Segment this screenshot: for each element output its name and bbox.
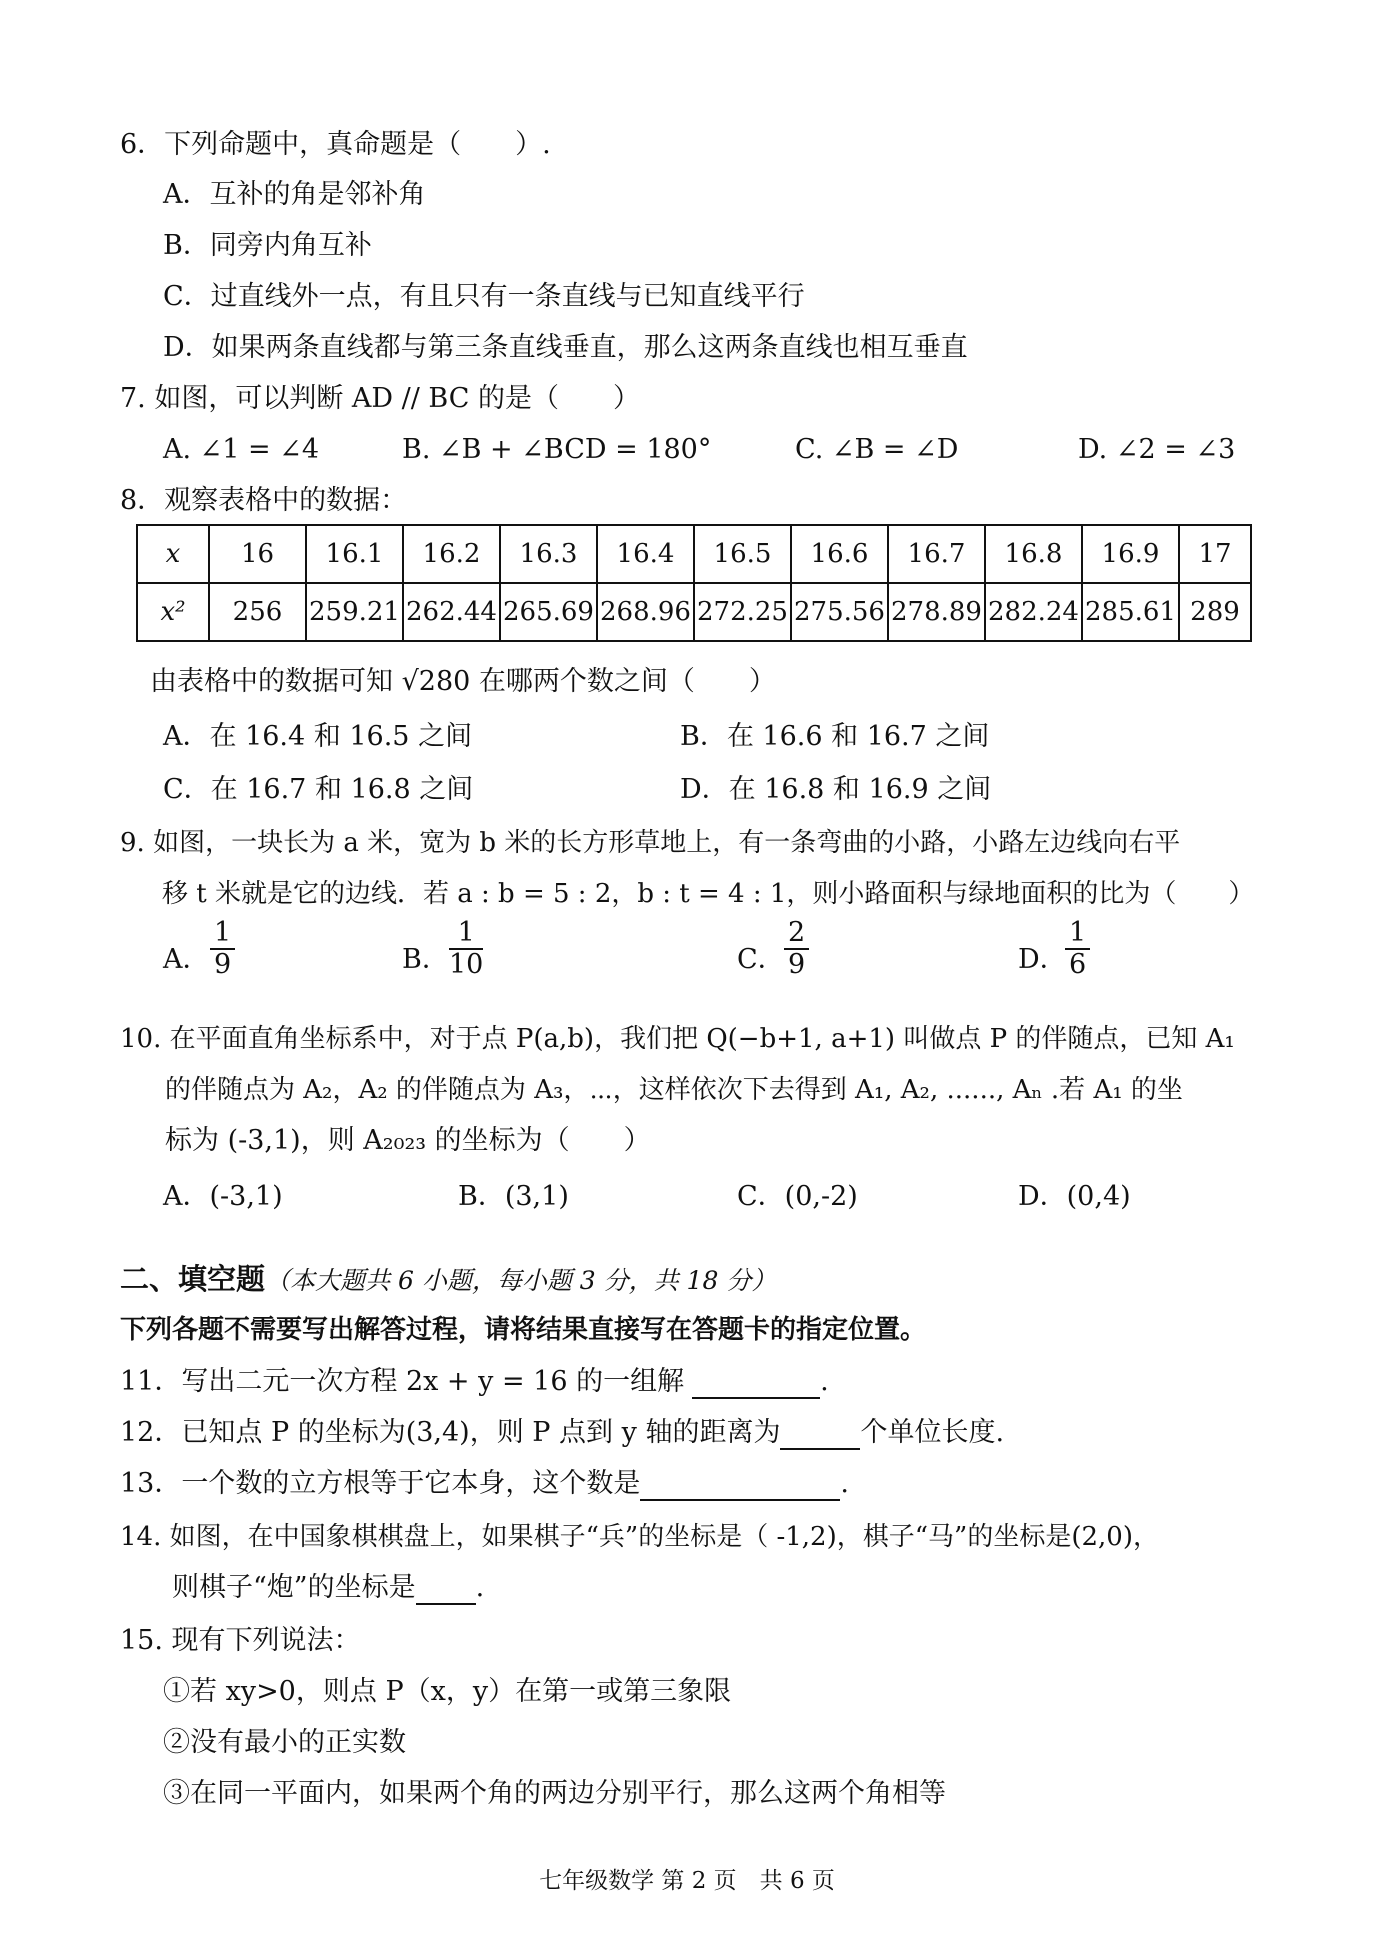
fraction-denominator: 9 — [214, 949, 232, 980]
table-cell: 16.3 — [500, 525, 597, 583]
q6-option-c: C．过直线外一点，有且只有一条直线与已知直线平行 — [163, 281, 805, 312]
q8-question: 由表格中的数据可知 √280 在哪两个数之间（ ） — [150, 666, 776, 697]
q9-option-c-label: C． — [737, 944, 785, 975]
table-cell: 16.4 — [597, 525, 694, 583]
q10-line-3: 标为 (-3,1)，则 A₂₀₂₃ 的坐标为（ ） — [165, 1125, 651, 1156]
section-2-heading — [120, 1262, 776, 1298]
q9-option-a-fraction — [210, 918, 235, 980]
q14-line-1: 14. 如图，在中国象棋棋盘上，如果棋子“兵”的坐标是（ -1,2)，棋子“马”的坐标是(2,0)， — [120, 1522, 1159, 1552]
table-cell: 16.9 — [1082, 525, 1179, 583]
q12-end: 个单位长度. — [860, 1417, 1005, 1448]
fraction-numerator: 1 — [449, 918, 483, 950]
q9-option-d-fraction — [1065, 918, 1090, 980]
q6-option-d: D．如果两条直线都与第三条直线垂直，那么这两条直线也相互垂直 — [163, 332, 968, 363]
fraction-denominator: 6 — [1069, 949, 1087, 980]
q8-option-a: A．在 16.4 和 16.5 之间 — [163, 721, 473, 752]
table-cell: 16.1 — [306, 525, 403, 583]
q15-statement-3: ③在同一平面内，如果两个角的两边分别平行，那么这两个角相等 — [163, 1778, 946, 1809]
section-2-instruction: 下列各题不需要写出解答过程，请将结果直接写在答题卡的指定位置。 — [120, 1315, 927, 1345]
fraction-denominator: 10 — [449, 949, 484, 980]
q10-line-2: 的伴随点为 A₂，A₂ 的伴随点为 A₃，⋯，这样依次下去得到 A₁, A₂, ......, Aₙ .若 A₁ 的坐 — [165, 1075, 1183, 1105]
table-cell: 17 — [1179, 525, 1251, 583]
table-cell: 278.89 — [888, 583, 985, 641]
q12 — [120, 1416, 1004, 1450]
q11 — [120, 1365, 829, 1399]
table-cell: 285.61 — [1082, 583, 1179, 641]
table-cell: 16.6 — [791, 525, 888, 583]
table-cell: x — [137, 525, 209, 583]
q7-option-a: A. ∠1 = ∠4 — [163, 434, 320, 465]
q11-text: 11．写出二元一次方程 2x + y = 16 的一组解 — [120, 1366, 685, 1397]
q10-option-d: D．(0,4) — [1018, 1181, 1131, 1212]
q10-line-1: 10. 在平面直角坐标系中，对于点 P(a,b)，我们把 Q(−b+1, a+1) 叫做点 P 的伴随点，已知 A₁ — [120, 1024, 1235, 1054]
q15-statement-1: ①若 xy>0，则点 P（x，y）在第一或第三象限 — [163, 1676, 732, 1707]
q9-option-c-fraction — [784, 918, 809, 980]
q12-text: 12．已知点 P 的坐标为(3,4)，则 P 点到 y 轴的距离为 — [120, 1417, 781, 1448]
q10-option-c: C．(0,-2) — [737, 1181, 858, 1212]
table-cell: 259.21 — [306, 583, 403, 641]
q7-stem: 7. 如图，可以判断 AD // BC 的是（ ） — [120, 383, 641, 414]
section-2-title: 二、填空题 — [120, 1262, 266, 1296]
q14-line-2 — [172, 1571, 484, 1605]
table-cell: 16.7 — [888, 525, 985, 583]
q8-option-b: B．在 16.6 和 16.7 之间 — [680, 721, 990, 752]
table-cell: 16 — [209, 525, 306, 583]
q8-stem: 8．观察表格中的数据： — [120, 485, 408, 516]
q10-option-a: A．(-3,1) — [163, 1181, 283, 1212]
table-cell: 268.96 — [597, 583, 694, 641]
fraction-numerator: 1 — [210, 918, 235, 950]
table-cell: 275.56 — [791, 583, 888, 641]
section-2-note: （本大题共 6 小题，每小题 3 分，共 18 分） — [265, 1266, 777, 1295]
q6-option-a: A．互补的角是邻补角 — [163, 179, 426, 210]
table-row-x — [137, 525, 1251, 583]
q11-end: . — [820, 1366, 829, 1397]
q10-option-b: B．(3,1) — [458, 1181, 569, 1212]
q7-option-d: D. ∠2 = ∠3 — [1078, 434, 1236, 465]
table-cell: 256 — [209, 583, 306, 641]
table-cell: 16.8 — [985, 525, 1082, 583]
table-row-x-squared — [137, 583, 1251, 641]
q7-option-c: C. ∠B = ∠D — [795, 434, 959, 465]
page-footer: 七年级数学 第 2 页 共 6 页 — [539, 1868, 835, 1894]
q15-statement-2: ②没有最小的正实数 — [163, 1727, 406, 1758]
q13-text: 13．一个数的立方根等于它本身，这个数是 — [120, 1468, 641, 1499]
q15-stem: 15. 现有下列说法： — [120, 1625, 361, 1656]
q14-end: . — [475, 1572, 485, 1603]
q13-end: . — [840, 1468, 849, 1499]
q6-option-b: B．同旁内角互补 — [163, 230, 372, 261]
q13 — [120, 1467, 849, 1501]
q12-answer-blank — [780, 1418, 860, 1450]
q9-option-b-fraction — [449, 918, 483, 980]
table-cell: 272.25 — [694, 583, 791, 641]
table-cell: 265.69 — [500, 583, 597, 641]
q9-line-2: 移 t 米就是它的边线．若 a : b = 5 : 2，b : t = 4 : 1，则小路面积与绿地面积的比为（ ） — [162, 879, 1255, 909]
table-cell: 289 — [1179, 583, 1251, 641]
q14-answer-blank — [416, 1573, 476, 1605]
q6-stem: 6．下列命题中，真命题是（ ）. — [120, 129, 551, 160]
q7-option-b: B. ∠B + ∠BCD = 180° — [402, 434, 712, 465]
square-table — [136, 524, 1252, 642]
table-cell: 262.44 — [403, 583, 500, 641]
q9-option-b-label: B． — [402, 944, 449, 975]
fraction-numerator: 2 — [784, 918, 809, 950]
q8-option-c: C．在 16.7 和 16.8 之间 — [163, 774, 474, 805]
table-cell: 16.5 — [694, 525, 791, 583]
q11-answer-blank — [692, 1367, 820, 1399]
q9-line-1: 9. 如图，一块长为 a 米，宽为 b 米的长方形草地上，有一条弯曲的小路，小路左边线向右平 — [120, 828, 1181, 858]
fraction-denominator: 9 — [788, 949, 806, 980]
q13-answer-blank — [640, 1469, 840, 1501]
q14-text: 则棋子“炮”的坐标是 — [172, 1572, 416, 1603]
fraction-numerator: 1 — [1065, 918, 1090, 950]
q9-option-a-label: A． — [163, 944, 210, 975]
table-cell: x² — [137, 583, 209, 641]
table-cell: 16.2 — [403, 525, 500, 583]
q9-option-d-label: D． — [1018, 944, 1067, 975]
table-cell: 282.24 — [985, 583, 1082, 641]
q8-option-d: D．在 16.8 和 16.9 之间 — [680, 774, 992, 805]
